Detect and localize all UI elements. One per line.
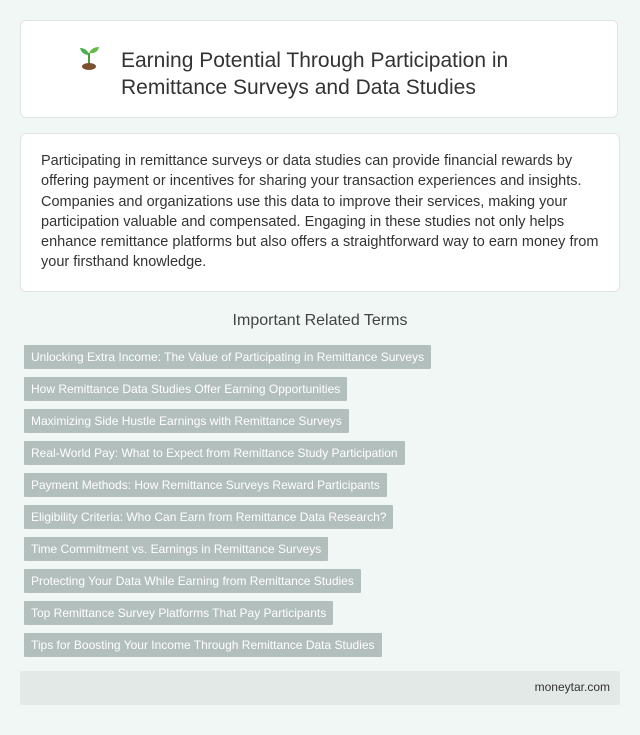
related-term-tag[interactable]: Protecting Your Data While Earning from Remittance Studies (24, 569, 361, 593)
footer-domain[interactable]: moneytar.com (534, 680, 610, 694)
related-term-tag[interactable]: Time Commitment vs. Earnings in Remittance Surveys (24, 537, 328, 561)
page-title (121, 47, 601, 101)
related-term-tag[interactable]: Unlocking Extra Income: The Value of Participating in Remittance Surveys (24, 345, 431, 369)
related-term-tag[interactable]: Real-World Pay: What to Expect from Remittance Study Participation (24, 441, 405, 465)
related-terms-list (24, 345, 620, 665)
related-term-tag[interactable]: Tips for Boosting Your Income Through Remittance Data Studies (24, 633, 382, 657)
related-terms-heading: Important Related Terms (232, 312, 408, 329)
description-text: Participating in remittance surveys or data studies can provide financial rewards by offering payment or incentives for sharing your transaction experiences and insights. Companies and organizations use this data to improve their services, making your participation valuable and compensated. Engaging in these studies not only helps enhance remittance platforms but also offers a straightforward way to earn money from your firsthand knowledge. (41, 153, 599, 271)
description-card (20, 133, 620, 292)
related-term-tag[interactable]: How Remittance Data Studies Offer Earning Opportunities (24, 377, 347, 401)
related-term-tag[interactable]: Eligibility Criteria: Who Can Earn from Remittance Data Research? (24, 505, 393, 529)
related-term-tag[interactable]: Top Remittance Survey Platforms That Pay Participants (24, 601, 333, 625)
related-term-tag[interactable]: Maximizing Side Hustle Earnings with Remittance Surveys (24, 409, 349, 433)
footer (20, 671, 620, 705)
sprout-icon (78, 44, 100, 70)
related-term-tag[interactable]: Payment Methods: How Remittance Surveys Reward Participants (24, 473, 387, 497)
page-title-line-1: Earning Potential Through Participation in (121, 49, 509, 72)
page-title-line-2: Remittance Surveys and Data Studies (121, 76, 476, 99)
